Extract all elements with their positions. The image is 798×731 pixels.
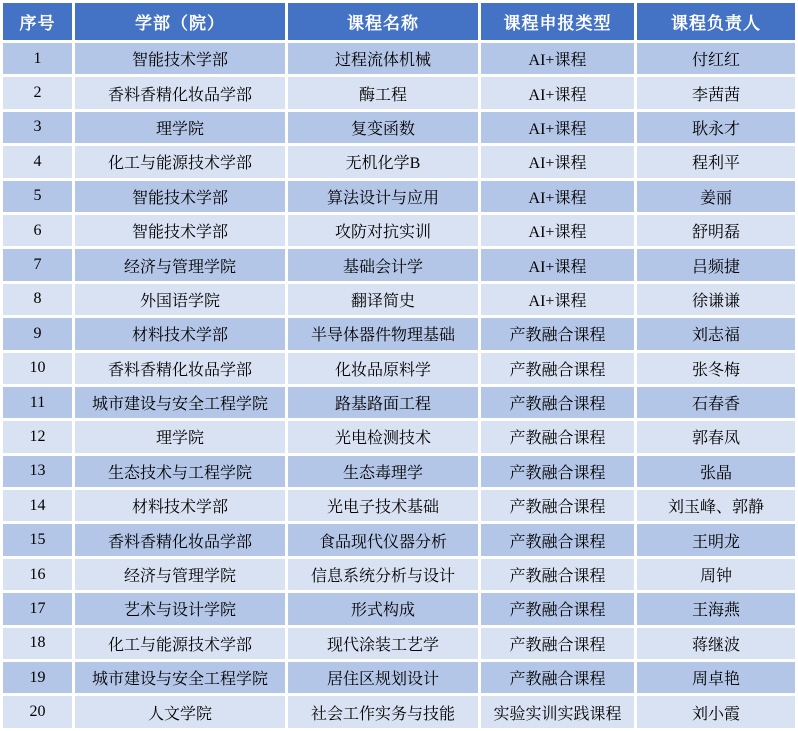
cell-course-leader: 吕频捷: [637, 249, 795, 280]
table-header: [3, 3, 795, 40]
cell-index: 4: [3, 146, 72, 177]
cell-department: 城市建设与安全工程学院: [75, 387, 285, 418]
cell-course-leader: 张晶: [637, 456, 795, 487]
cell-course-name: 基础会计学: [288, 249, 478, 280]
cell-application-type: AI+课程: [481, 43, 634, 74]
cell-application-type: 产教融合课程: [481, 524, 634, 555]
header-row: [3, 3, 795, 40]
cell-department: 人文学院: [75, 696, 285, 728]
cell-department: 理学院: [75, 112, 285, 143]
cell-course-leader: 程利平: [637, 146, 795, 177]
cell-index: 3: [3, 112, 72, 143]
cell-department: 外国语学院: [75, 284, 285, 315]
table-row: [3, 593, 795, 624]
table-row: [3, 146, 795, 177]
table-row: [3, 77, 795, 108]
cell-index: 12: [3, 421, 72, 452]
cell-course-name: 光电子技术基础: [288, 490, 478, 521]
cell-department: 经济与管理学院: [75, 249, 285, 280]
cell-course-name: 信息系统分析与设计: [288, 559, 478, 590]
cell-application-type: 实验实训实践课程: [481, 696, 634, 728]
cell-course-leader: 李茜茜: [637, 77, 795, 108]
header-application-type: 课程申报类型: [481, 3, 634, 40]
cell-application-type: AI+课程: [481, 77, 634, 108]
cell-course-name: 居住区规划设计: [288, 662, 478, 693]
cell-application-type: 产教融合课程: [481, 490, 634, 521]
cell-course-name: 现代涂装工艺学: [288, 628, 478, 659]
cell-course-leader: 刘玉峰、郭静: [637, 490, 795, 521]
table-row: [3, 628, 795, 659]
cell-course-name: 翻译简史: [288, 284, 478, 315]
cell-application-type: 产教融合课程: [481, 421, 634, 452]
cell-course-name: 算法设计与应用: [288, 181, 478, 212]
cell-course-leader: 姜丽: [637, 181, 795, 212]
cell-course-name: 食品现代仪器分析: [288, 524, 478, 555]
cell-index: 9: [3, 318, 72, 349]
header-department: 学部（院）: [75, 3, 285, 40]
cell-application-type: AI+课程: [481, 146, 634, 177]
cell-course-leader: 舒明磊: [637, 215, 795, 246]
cell-index: 5: [3, 181, 72, 212]
cell-index: 2: [3, 77, 72, 108]
cell-application-type: 产教融合课程: [481, 318, 634, 349]
cell-index: 8: [3, 284, 72, 315]
cell-course-name: 路基路面工程: [288, 387, 478, 418]
cell-department: 生态技术与工程学院: [75, 456, 285, 487]
cell-index: 11: [3, 387, 72, 418]
cell-index: 19: [3, 662, 72, 693]
cell-application-type: 产教融合课程: [481, 387, 634, 418]
cell-index: 16: [3, 559, 72, 590]
cell-department: 香料香精化妆品学部: [75, 353, 285, 384]
table-row: [3, 524, 795, 555]
table-row: [3, 421, 795, 452]
table-row: [3, 112, 795, 143]
cell-course-name: 化妆品原料学: [288, 353, 478, 384]
table-row: [3, 181, 795, 212]
cell-course-name: 光电检测技术: [288, 421, 478, 452]
table-row: [3, 318, 795, 349]
cell-department: 智能技术学部: [75, 215, 285, 246]
table-row: [3, 387, 795, 418]
cell-index: 7: [3, 249, 72, 280]
cell-index: 20: [3, 696, 72, 728]
cell-application-type: 产教融合课程: [481, 353, 634, 384]
cell-index: 10: [3, 353, 72, 384]
cell-course-leader: 耿永才: [637, 112, 795, 143]
cell-application-type: AI+课程: [481, 181, 634, 212]
table-row: [3, 215, 795, 246]
cell-department: 城市建设与安全工程学院: [75, 662, 285, 693]
cell-department: 材料技术学部: [75, 318, 285, 349]
cell-index: 6: [3, 215, 72, 246]
table-row: [3, 662, 795, 693]
cell-index: 1: [3, 43, 72, 74]
cell-application-type: AI+课程: [481, 112, 634, 143]
cell-course-name: 形式构成: [288, 593, 478, 624]
cell-course-leader: 付红红: [637, 43, 795, 74]
cell-course-name: 酶工程: [288, 77, 478, 108]
cell-course-name: 无机化学B: [288, 146, 478, 177]
table-row: [3, 249, 795, 280]
cell-course-name: 社会工作实务与技能: [288, 696, 478, 728]
cell-index: 18: [3, 628, 72, 659]
cell-course-name: 半导体器件物理基础: [288, 318, 478, 349]
cell-course-name: 复变函数: [288, 112, 478, 143]
cell-course-leader: 蒋继波: [637, 628, 795, 659]
cell-course-leader: 王海燕: [637, 593, 795, 624]
table-row: [3, 353, 795, 384]
cell-department: 化工与能源技术学部: [75, 146, 285, 177]
cell-course-leader: 徐谦谦: [637, 284, 795, 315]
cell-course-leader: 刘志福: [637, 318, 795, 349]
cell-department: 香料香精化妆品学部: [75, 77, 285, 108]
cell-application-type: AI+课程: [481, 215, 634, 246]
cell-course-name: 攻防对抗实训: [288, 215, 478, 246]
cell-course-name: 过程流体机械: [288, 43, 478, 74]
cell-department: 理学院: [75, 421, 285, 452]
cell-course-leader: 周卓艳: [637, 662, 795, 693]
cell-application-type: 产教融合课程: [481, 456, 634, 487]
cell-index: 13: [3, 456, 72, 487]
cell-department: 材料技术学部: [75, 490, 285, 521]
cell-course-leader: 郭春凤: [637, 421, 795, 452]
table-row: [3, 456, 795, 487]
cell-course-leader: 石春香: [637, 387, 795, 418]
cell-course-leader: 周钟: [637, 559, 795, 590]
table-row: [3, 43, 795, 74]
cell-course-name: 生态毒理学: [288, 456, 478, 487]
cell-department: 艺术与设计学院: [75, 593, 285, 624]
table-body: [3, 43, 795, 728]
cell-department: 智能技术学部: [75, 43, 285, 74]
cell-application-type: 产教融合课程: [481, 662, 634, 693]
cell-department: 经济与管理学院: [75, 559, 285, 590]
cell-department: 化工与能源技术学部: [75, 628, 285, 659]
table-row: [3, 696, 795, 728]
table-row: [3, 559, 795, 590]
header-course-name: 课程名称: [288, 3, 478, 40]
cell-application-type: 产教融合课程: [481, 593, 634, 624]
cell-course-leader: 张冬梅: [637, 353, 795, 384]
cell-department: 智能技术学部: [75, 181, 285, 212]
cell-application-type: 产教融合课程: [481, 559, 634, 590]
header-course-leader: 课程负责人: [637, 3, 795, 40]
cell-application-type: 产教融合课程: [481, 628, 634, 659]
cell-index: 15: [3, 524, 72, 555]
cell-application-type: AI+课程: [481, 284, 634, 315]
cell-department: 香料香精化妆品学部: [75, 524, 285, 555]
cell-index: 14: [3, 490, 72, 521]
cell-course-leader: 王明龙: [637, 524, 795, 555]
cell-course-leader: 刘小霞: [637, 696, 795, 728]
table-row: [3, 490, 795, 521]
cell-index: 17: [3, 593, 72, 624]
header-index: 序号: [3, 3, 72, 40]
cell-application-type: AI+课程: [481, 249, 634, 280]
table-row: [3, 284, 795, 315]
